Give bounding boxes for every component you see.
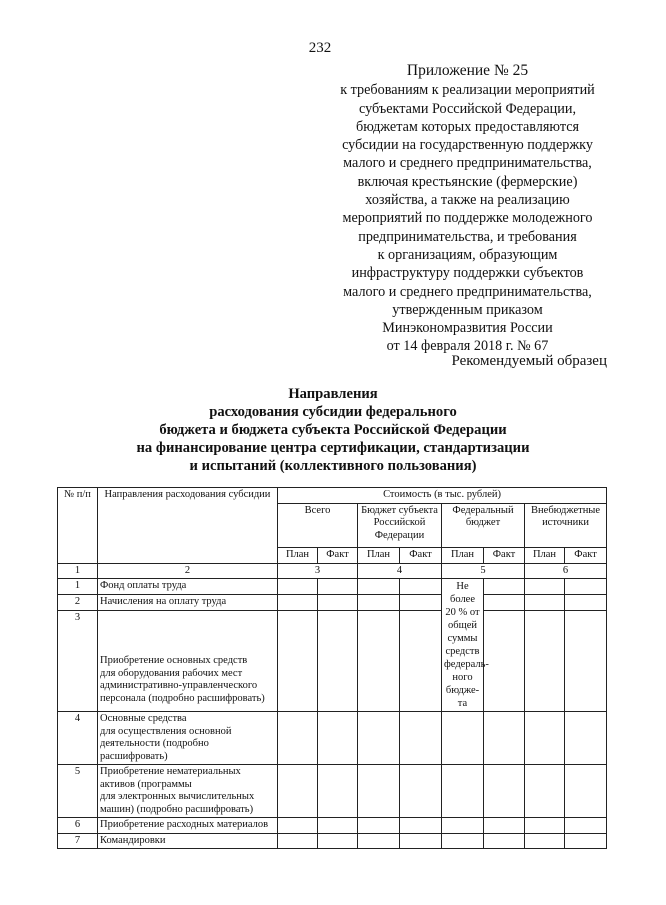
- row-number: 6: [58, 818, 98, 834]
- cell-extrabudget-plan: [525, 818, 565, 834]
- appendix-line: бюджетам которых предоставляются: [355, 118, 580, 135]
- row-direction: [98, 765, 278, 818]
- row-direction: [98, 833, 278, 849]
- cell-extrabudget-fact: [565, 833, 607, 849]
- cell-regional-fact: [400, 765, 442, 818]
- note-line: суммы: [447, 633, 478, 644]
- cell-federal-fact: [484, 595, 525, 611]
- cell-total-fact: [318, 595, 358, 611]
- cell-federal-plan: [442, 818, 484, 834]
- row-direction-line: машин) (подробно расшифровать): [100, 803, 254, 815]
- note-line: ного: [452, 672, 473, 683]
- title-line: бюджета и бюджета субъекта Российской Федерации: [159, 422, 507, 438]
- cell-regional-plan: [358, 579, 400, 595]
- cell-regional-fact: [400, 595, 442, 611]
- table-row: [58, 712, 607, 765]
- cell-total-plan: [278, 611, 318, 712]
- table-row: [58, 595, 607, 611]
- appendix-line: включая крестьянские (фермерские): [357, 173, 578, 190]
- cell-total-plan: [278, 833, 318, 849]
- row-direction-line: Начисления на оплату труда: [100, 596, 227, 608]
- cell-federal-plan: [442, 833, 484, 849]
- table-row: [58, 611, 607, 712]
- header-group-regional: Бюджет субъекта Российской Федерации: [358, 503, 442, 547]
- note-line: Не: [456, 581, 469, 592]
- header-group-federal: Федеральный бюджет: [442, 503, 525, 547]
- cell-federal-fact: [484, 579, 525, 595]
- appendix-line: от 14 февраля 2018 г. № 67: [386, 338, 549, 355]
- table-row: [58, 579, 607, 595]
- appendix-line: субсидии на государственную поддержку: [342, 137, 593, 154]
- cell-extrabudget-plan: [525, 579, 565, 595]
- appendix-line: инфраструктуру поддержки субъектов: [351, 265, 584, 282]
- cell-total-fact: [318, 579, 358, 595]
- cell-regional-plan: [358, 818, 400, 834]
- cell-extrabudget-plan: [525, 765, 565, 818]
- row-number: 1: [58, 579, 98, 595]
- sample-label: Рекомендуемый образец: [451, 353, 607, 369]
- appendix-line: хозяйства, а также на реализацию: [365, 192, 570, 209]
- cell-federal-fact: [484, 833, 525, 849]
- column-number: 1: [58, 563, 98, 579]
- cell-extrabudget-fact: [565, 765, 607, 818]
- cell-extrabudget-fact: [565, 712, 607, 765]
- appendix-line: Минэкономразвития России: [382, 320, 553, 337]
- row-number: 5: [58, 765, 98, 818]
- appendix-line: малого и среднего предпринимательства,: [343, 283, 592, 300]
- cell-extrabudget-fact: [565, 579, 607, 595]
- column-number: 6: [525, 563, 607, 579]
- row-direction-line: для осуществления основной: [100, 725, 232, 737]
- cell-federal-fact: [484, 765, 525, 818]
- note-line: бюдже-: [445, 685, 480, 696]
- header-cost: Стоимость (в тыс. рублей): [278, 488, 607, 504]
- row-direction-line: Основные средства: [100, 713, 187, 724]
- cell-federal-fact: [484, 611, 525, 712]
- document-title: [0, 385, 666, 475]
- cell-total-plan: [278, 712, 318, 765]
- column-number-row: [58, 563, 607, 579]
- row-direction-line: Командировки: [100, 834, 166, 846]
- appendix-line: субъектами Российской Федерации,: [358, 100, 577, 117]
- cell-extrabudget-plan: [525, 595, 565, 611]
- header-fact: Факт: [318, 547, 358, 563]
- header-fact: Факт: [565, 547, 607, 563]
- column-number: 3: [278, 563, 358, 579]
- cell-regional-plan: [358, 712, 400, 765]
- header-plan: План: [278, 547, 318, 563]
- cell-regional-plan: [358, 765, 400, 818]
- federal-limit-note: [442, 579, 489, 712]
- row-direction: [98, 818, 278, 834]
- header-fact: Факт: [400, 547, 442, 563]
- note-line: общей: [448, 620, 477, 631]
- table-row: [58, 818, 607, 834]
- cell-extrabudget-plan: [525, 611, 565, 712]
- row-direction-line: административно-управленческого: [100, 680, 258, 691]
- header-row-cost: [58, 488, 607, 504]
- cell-total-fact: [318, 712, 358, 765]
- cell-total-plan: [278, 595, 318, 611]
- header-group-extrabudget: Внебюджетные источники: [525, 503, 607, 547]
- cell-extrabudget-plan: [525, 712, 565, 765]
- row-direction-line: персонала (подробно расшифровать): [100, 692, 265, 704]
- row-direction: [98, 611, 278, 712]
- row-direction-line: Приобретение расходных материалов: [100, 819, 269, 830]
- row-direction: [98, 579, 278, 595]
- header-plan: План: [525, 547, 565, 563]
- row-number: 4: [58, 712, 98, 765]
- cell-federal-plan: [442, 712, 484, 765]
- cell-regional-fact: [400, 818, 442, 834]
- table-row: [58, 765, 607, 818]
- row-direction-line: Фонд оплаты труда: [100, 580, 187, 591]
- cell-total-fact: [318, 611, 358, 712]
- column-number: 4: [358, 563, 442, 579]
- header-group-total: Всего: [278, 503, 358, 547]
- column-number: 5: [442, 563, 525, 579]
- cell-total-fact: [318, 833, 358, 849]
- row-number: 2: [58, 595, 98, 611]
- header-num: № п/п: [58, 488, 98, 564]
- cell-total-plan: [278, 579, 318, 595]
- title-line: на финансирование центра сертификации, стандартизации: [136, 440, 530, 456]
- table-row: [58, 833, 607, 849]
- row-number: 3: [58, 611, 98, 712]
- cell-total-plan: [278, 765, 318, 818]
- note-line: средств: [445, 646, 480, 657]
- cell-extrabudget-fact: [565, 595, 607, 611]
- note-line: та: [457, 698, 468, 709]
- header-fact: Факт: [484, 547, 525, 563]
- note-line: 20 % от: [445, 607, 480, 618]
- cell-total-fact: [318, 818, 358, 834]
- row-direction-line: деятельности (подробно: [100, 738, 209, 749]
- note-line: более: [449, 594, 475, 605]
- cell-federal-fact: [484, 712, 525, 765]
- row-direction-line: активов (программы: [100, 778, 192, 790]
- cell-regional-plan: [358, 611, 400, 712]
- row-direction: [98, 595, 278, 611]
- cell-regional-fact: [400, 611, 442, 712]
- header-plan: План: [442, 547, 484, 563]
- cell-regional-fact: [400, 833, 442, 849]
- row-number: 7: [58, 833, 98, 849]
- appendix-line: к организациям, образующим: [377, 246, 558, 263]
- cell-total-fact: [318, 765, 358, 818]
- cell-regional-fact: [400, 579, 442, 595]
- page-number: 232: [308, 40, 332, 56]
- cell-regional-plan: [358, 833, 400, 849]
- cell-total-plan: [278, 818, 318, 834]
- row-direction-line: Приобретение нематериальных: [100, 766, 241, 777]
- appendix-block: [330, 62, 605, 356]
- cell-extrabudget-fact: [565, 818, 607, 834]
- budget-table: [57, 487, 607, 849]
- cell-regional-fact: [400, 712, 442, 765]
- title-line: и испытаний (коллективного пользования): [189, 458, 477, 474]
- appendix-line: предпринимательства, и требования: [358, 228, 577, 245]
- row-direction-line: для электронных вычислительных: [100, 791, 255, 802]
- appendix-line: мероприятий по поддержке молодежного: [342, 210, 593, 227]
- row-direction-line: расшифровать): [100, 750, 168, 762]
- row-direction-line: для оборудования рабочих мест: [100, 667, 243, 679]
- cell-federal-fact: [484, 818, 525, 834]
- row-direction: [98, 712, 278, 765]
- appendix-line: к требованиям к реализации мероприятий: [340, 82, 595, 99]
- appendix-line: утвержденным приказом: [392, 301, 543, 318]
- row-direction-line: Приобретение основных средств: [100, 655, 248, 666]
- appendix-title: Приложение № 25: [406, 62, 529, 79]
- header-direction: Направления расходования субсидии: [98, 488, 278, 564]
- column-number: 2: [98, 563, 278, 579]
- header-plan: План: [358, 547, 400, 563]
- title-line: расходования субсидии федерального: [209, 404, 457, 420]
- cell-federal-plan: [442, 765, 484, 818]
- cell-regional-plan: [358, 595, 400, 611]
- note-line: федераль-: [444, 659, 489, 670]
- cell-extrabudget-fact: [565, 611, 607, 712]
- title-line: Направления: [288, 386, 378, 402]
- cell-extrabudget-plan: [525, 833, 565, 849]
- appendix-line: малого и среднего предпринимательства,: [343, 155, 592, 172]
